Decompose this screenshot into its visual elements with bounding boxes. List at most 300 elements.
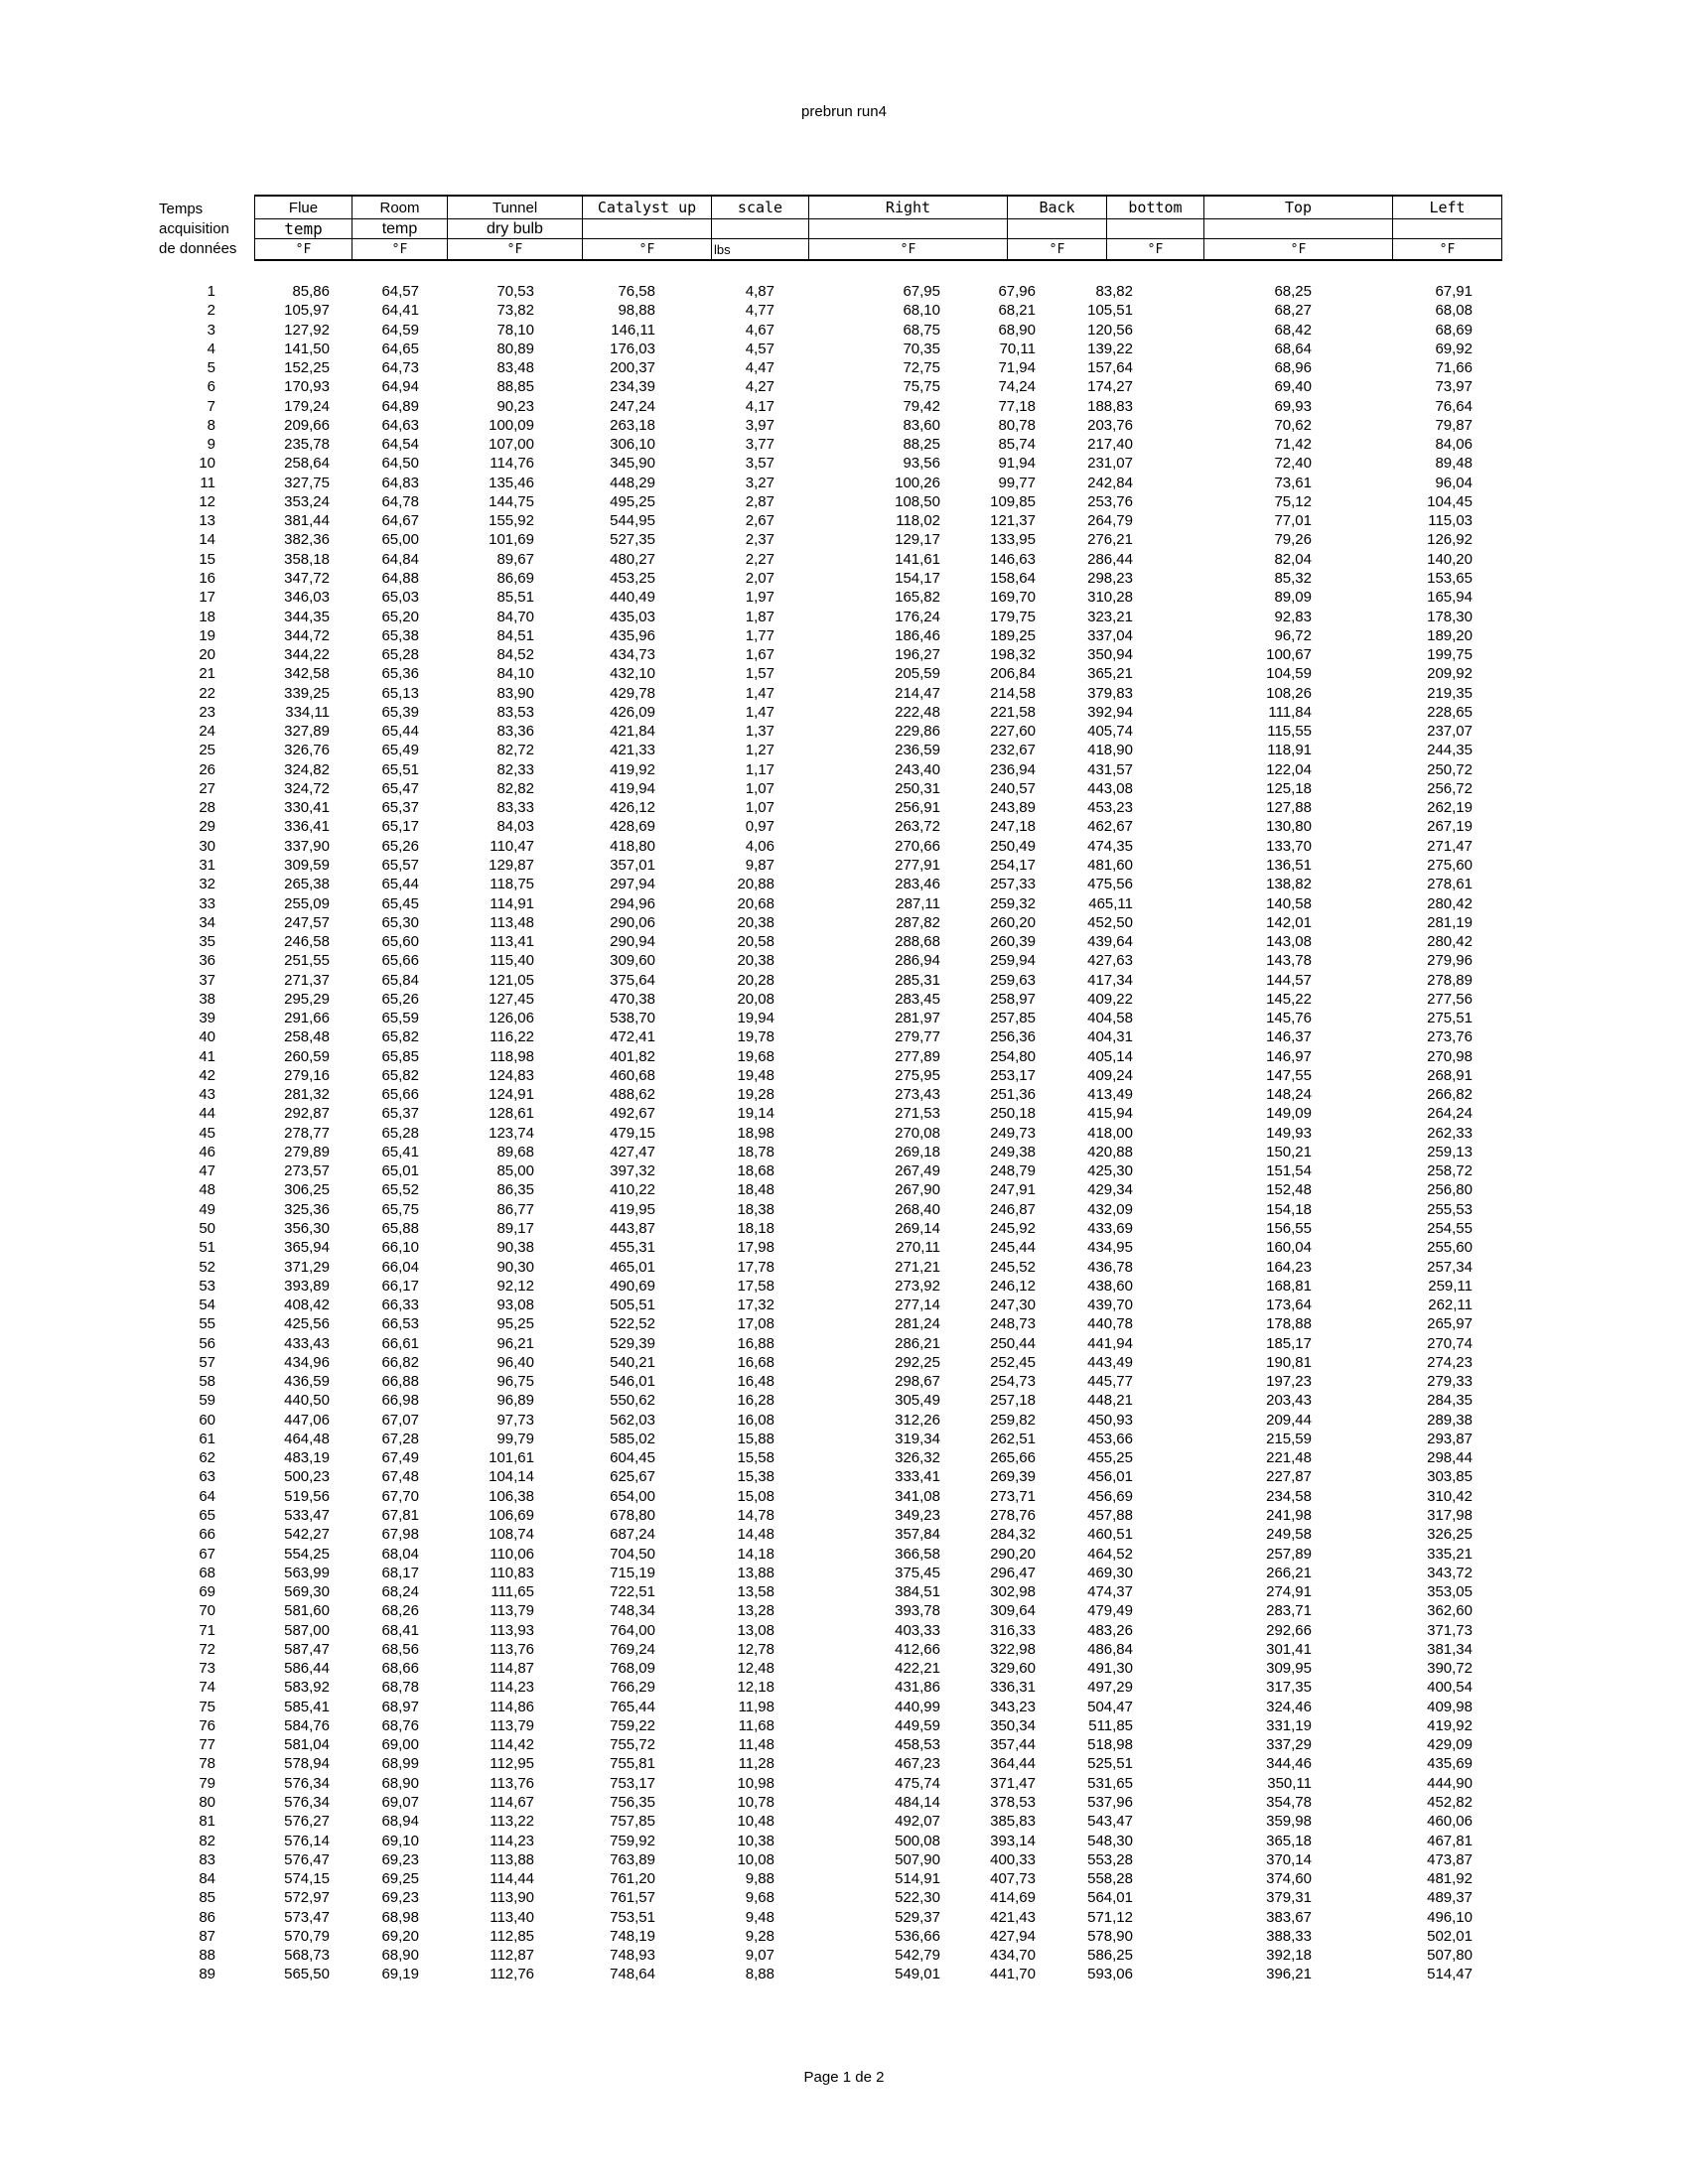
cell-index: 10	[199, 455, 215, 473]
cell-scale: 1,47	[745, 703, 774, 721]
cell-left: 189,20	[1427, 626, 1473, 644]
cell-index: 82	[199, 1832, 215, 1849]
cell-bottom: 455,25	[1087, 1449, 1133, 1467]
cell-right: 270,66	[895, 837, 940, 855]
cell-tunnel: 113,76	[490, 1774, 534, 1792]
cell-back: 246,12	[990, 1277, 1036, 1295]
table-row	[159, 301, 1549, 320]
cell-top: 156,55	[1266, 1220, 1312, 1238]
cell-top: 203,43	[1266, 1392, 1312, 1410]
cell-index: 47	[199, 1162, 215, 1180]
cell-bottom: 139,22	[1087, 340, 1133, 357]
cell-right: 72,75	[903, 359, 940, 377]
cell-left: 303,85	[1427, 1468, 1473, 1486]
cell-flue: 326,76	[284, 742, 330, 759]
cell-bottom: 231,07	[1087, 455, 1133, 473]
cell-flue: 246,58	[284, 933, 330, 951]
col-sub-room: temp	[352, 219, 448, 239]
cell-flue: 325,36	[284, 1200, 330, 1218]
cell-back: 70,11	[999, 340, 1036, 357]
cell-left: 289,38	[1427, 1411, 1473, 1429]
cell-scale: 9,07	[745, 1947, 774, 1965]
cell-scale: 10,98	[737, 1774, 774, 1792]
cell-room: 64,84	[381, 550, 419, 568]
cell-index: 62	[199, 1449, 215, 1467]
cell-index: 69	[199, 1583, 215, 1601]
cell-index: 72	[199, 1640, 215, 1658]
cell-flue: 344,35	[284, 608, 330, 625]
cell-tunnel: 113,48	[490, 913, 534, 931]
cell-right: 484,14	[895, 1793, 940, 1811]
cell-catalyst-up: 604,45	[610, 1449, 655, 1467]
cell-tunnel: 84,10	[496, 665, 534, 683]
cell-right: 229,86	[895, 723, 940, 741]
cell-bottom: 417,34	[1087, 971, 1133, 989]
cell-index: 12	[199, 492, 215, 510]
cell-back: 343,23	[990, 1698, 1036, 1715]
cell-scale: 10,08	[737, 1850, 774, 1868]
cell-room: 64,59	[381, 321, 419, 339]
cell-left: 502,01	[1427, 1927, 1473, 1945]
cell-catalyst-up: 290,94	[610, 933, 655, 951]
cell-right: 312,26	[895, 1411, 940, 1429]
cell-right: 243,40	[895, 760, 940, 778]
cell-tunnel: 84,52	[496, 646, 534, 664]
cell-index: 24	[199, 723, 215, 741]
cell-top: 143,08	[1266, 933, 1312, 951]
col-unit-right: °F	[809, 239, 1008, 261]
cell-back: 257,18	[990, 1392, 1036, 1410]
cell-right: 108,50	[895, 492, 940, 510]
cell-tunnel: 124,91	[489, 1086, 534, 1104]
cell-bottom: 217,40	[1087, 436, 1133, 454]
cell-index: 42	[199, 1066, 215, 1084]
cell-scale: 18,98	[737, 1124, 774, 1142]
cell-bottom: 429,34	[1087, 1181, 1133, 1199]
cell-scale: 4,17	[745, 397, 774, 415]
cell-left: 298,44	[1427, 1449, 1473, 1467]
cell-back: 74,24	[998, 378, 1036, 396]
cell-flue: 578,94	[284, 1755, 330, 1773]
cell-back: 427,94	[990, 1927, 1036, 1945]
cell-back: 316,33	[990, 1621, 1036, 1639]
cell-room: 67,28	[381, 1430, 419, 1447]
cell-catalyst-up: 766,29	[610, 1679, 655, 1697]
cell-scale: 18,18	[737, 1220, 774, 1238]
cell-bottom: 404,31	[1087, 1028, 1133, 1046]
cell-scale: 3,57	[745, 455, 774, 473]
cell-tunnel: 127,45	[489, 990, 534, 1008]
cell-back: 322,98	[990, 1640, 1036, 1658]
cell-left: 280,42	[1427, 933, 1473, 951]
cell-right: 366,58	[895, 1545, 940, 1563]
cell-right: 292,25	[895, 1353, 940, 1371]
cell-bottom: 474,35	[1087, 837, 1133, 855]
cell-tunnel: 114,91	[490, 894, 534, 912]
cell-left: 310,42	[1427, 1487, 1473, 1505]
col-sub-left	[1393, 219, 1502, 239]
col-unit-scale: lbs	[712, 239, 809, 261]
cell-scale: 13,88	[737, 1564, 774, 1581]
cell-room: 65,41	[381, 1143, 419, 1160]
cell-back: 259,63	[990, 971, 1036, 989]
cell-flue: 127,92	[284, 321, 330, 339]
cell-top: 209,44	[1266, 1411, 1312, 1429]
cell-room: 64,78	[381, 492, 419, 510]
cell-top: 73,61	[1274, 474, 1312, 491]
cell-flue: 247,57	[284, 913, 330, 931]
cell-top: 190,81	[1266, 1353, 1312, 1371]
cell-room: 69,10	[381, 1832, 419, 1849]
cell-tunnel: 113,90	[490, 1889, 534, 1907]
table-row	[159, 454, 1549, 473]
cell-left: 262,11	[1428, 1297, 1473, 1314]
table-row	[159, 1793, 1549, 1812]
cell-right: 70,35	[903, 340, 940, 357]
cell-flue: 356,30	[284, 1220, 330, 1238]
cell-flue: 271,37	[284, 971, 330, 989]
cell-flue: 464,48	[284, 1430, 330, 1447]
cell-bottom: 337,04	[1087, 626, 1133, 644]
table-row	[159, 1812, 1549, 1831]
cell-right: 341,08	[895, 1487, 940, 1505]
cell-flue: 581,60	[284, 1602, 330, 1620]
table-row	[159, 1200, 1549, 1219]
cell-bottom: 409,24	[1087, 1066, 1133, 1084]
cell-room: 66,98	[381, 1392, 419, 1410]
cell-back: 284,32	[990, 1526, 1036, 1544]
cell-top: 317,35	[1266, 1679, 1312, 1697]
cell-catalyst-up: 440,49	[610, 589, 655, 607]
cell-bottom: 405,14	[1087, 1047, 1133, 1065]
cell-bottom: 450,93	[1087, 1411, 1133, 1429]
cell-tunnel: 114,42	[490, 1736, 534, 1754]
cell-left: 279,33	[1427, 1373, 1473, 1391]
cell-flue: 570,79	[284, 1927, 330, 1945]
cell-top: 359,98	[1266, 1813, 1312, 1831]
cell-top: 241,98	[1266, 1507, 1312, 1524]
cell-scale: 19,68	[737, 1047, 774, 1065]
col-sub-tunnel: dry bulb	[448, 219, 583, 239]
cell-left: 277,56	[1427, 990, 1473, 1008]
cell-tunnel: 100,09	[489, 416, 534, 434]
table-row	[159, 1219, 1549, 1238]
cell-left: 258,72	[1427, 1162, 1473, 1180]
cell-flue: 554,25	[284, 1545, 330, 1563]
cell-left: 335,21	[1427, 1545, 1473, 1563]
cell-top: 331,19	[1266, 1716, 1312, 1734]
cell-flue: 483,19	[284, 1449, 330, 1467]
cell-bottom: 440,78	[1087, 1315, 1133, 1333]
cell-room: 65,28	[381, 1124, 419, 1142]
cell-room: 65,37	[381, 799, 419, 817]
cell-index: 66	[199, 1526, 215, 1544]
cell-top: 215,59	[1266, 1430, 1312, 1447]
cell-tunnel: 84,51	[496, 626, 534, 644]
cell-right: 522,30	[895, 1889, 940, 1907]
cell-room: 66,61	[381, 1334, 419, 1352]
cell-top: 150,21	[1266, 1143, 1312, 1160]
cell-left: 489,37	[1427, 1889, 1473, 1907]
cell-scale: 20,38	[737, 913, 774, 931]
cell-bottom: 553,28	[1087, 1850, 1133, 1868]
cell-tunnel: 114,76	[490, 455, 534, 473]
cell-scale: 17,08	[737, 1315, 774, 1333]
cell-catalyst-up: 759,22	[610, 1716, 655, 1734]
cell-index: 25	[199, 742, 215, 759]
cell-bottom: 462,67	[1087, 818, 1133, 836]
cell-bottom: 511,85	[1088, 1716, 1133, 1734]
cell-right: 93,56	[903, 455, 940, 473]
cell-scale: 18,78	[737, 1143, 774, 1160]
cell-room: 64,83	[381, 474, 419, 491]
cell-tunnel: 126,06	[489, 1010, 534, 1027]
cell-flue: 576,47	[284, 1850, 330, 1868]
cell-right: 273,92	[895, 1277, 940, 1295]
cell-index: 84	[199, 1870, 215, 1888]
cell-flue: 334,11	[285, 703, 330, 721]
cell-room: 65,03	[381, 589, 419, 607]
cell-scale: 2,67	[745, 512, 774, 530]
cell-scale: 10,48	[737, 1813, 774, 1831]
cell-room: 68,56	[381, 1640, 419, 1658]
cell-index: 74	[199, 1679, 215, 1697]
cell-room: 68,90	[381, 1947, 419, 1965]
cell-tunnel: 106,69	[489, 1507, 534, 1524]
cell-bottom: 548,30	[1087, 1832, 1133, 1849]
cell-back: 249,38	[990, 1143, 1036, 1160]
cell-top: 168,81	[1266, 1277, 1312, 1295]
cell-catalyst-up: 434,73	[610, 646, 655, 664]
cell-top: 396,21	[1266, 1966, 1312, 1983]
table-row	[159, 1754, 1549, 1773]
cell-index: 33	[199, 894, 215, 912]
cell-catalyst-up: 418,80	[610, 837, 655, 855]
cell-index: 65	[199, 1507, 215, 1524]
cell-index: 70	[199, 1602, 215, 1620]
cell-tunnel: 96,75	[496, 1373, 534, 1391]
cell-back: 421,43	[990, 1908, 1036, 1926]
cell-flue: 179,24	[284, 397, 330, 415]
cell-bottom: 564,01	[1087, 1889, 1133, 1907]
cell-bottom: 439,64	[1087, 933, 1133, 951]
cell-scale: 16,68	[737, 1353, 774, 1371]
cell-tunnel: 85,51	[496, 589, 534, 607]
cell-index: 76	[199, 1716, 215, 1734]
cell-bottom: 420,88	[1087, 1143, 1133, 1160]
cell-flue: 576,14	[284, 1832, 330, 1849]
cell-room: 65,26	[381, 990, 419, 1008]
cell-room: 64,41	[381, 302, 419, 320]
cell-bottom: 157,64	[1087, 359, 1133, 377]
cell-right: 236,59	[895, 742, 940, 759]
cell-top: 100,67	[1266, 646, 1312, 664]
cell-top: 145,76	[1266, 1010, 1312, 1027]
cell-room: 68,24	[381, 1583, 419, 1601]
cell-back: 253,17	[990, 1066, 1036, 1084]
cell-catalyst-up: 748,34	[610, 1602, 655, 1620]
col-unit-room: °F	[352, 239, 448, 261]
cell-room: 64,94	[381, 378, 419, 396]
cell-flue: 576,34	[284, 1793, 330, 1811]
cell-back: 257,33	[990, 876, 1036, 893]
cell-bottom: 483,26	[1087, 1621, 1133, 1639]
table-row	[159, 1774, 1549, 1793]
table-row	[159, 1869, 1549, 1888]
table-row	[159, 1353, 1549, 1372]
cell-scale: 9,48	[745, 1908, 774, 1926]
cell-room: 67,81	[381, 1507, 419, 1524]
cell-scale: 4,77	[745, 302, 774, 320]
cell-bottom: 264,79	[1087, 512, 1133, 530]
cell-left: 250,72	[1427, 760, 1473, 778]
cell-flue: 447,06	[284, 1411, 330, 1429]
cell-right: 154,17	[895, 569, 940, 587]
cell-left: 266,82	[1427, 1086, 1473, 1104]
cell-right: 475,74	[895, 1774, 940, 1792]
cell-room: 65,01	[381, 1162, 419, 1180]
cell-index: 88	[199, 1947, 215, 1965]
cell-catalyst-up: 98,88	[618, 302, 655, 320]
cell-room: 69,25	[381, 1870, 419, 1888]
col-sub-back	[1008, 219, 1107, 239]
cell-room: 69,23	[381, 1850, 419, 1868]
cell-bottom: 433,69	[1087, 1220, 1133, 1238]
cell-catalyst-up: 704,50	[610, 1545, 655, 1563]
cell-back: 385,83	[990, 1813, 1036, 1831]
cell-tunnel: 97,73	[496, 1411, 534, 1429]
col-header-bottom: bottom	[1107, 196, 1204, 219]
cell-top: 354,78	[1266, 1793, 1312, 1811]
cell-left: 265,97	[1427, 1315, 1473, 1333]
cell-index: 50	[199, 1220, 215, 1238]
cell-left: 326,25	[1427, 1526, 1473, 1544]
cell-left: 69,92	[1435, 340, 1473, 357]
cell-tunnel: 112,87	[490, 1947, 534, 1965]
table-row	[159, 1927, 1549, 1946]
cell-tunnel: 114,44	[490, 1870, 534, 1888]
table-row	[159, 1238, 1549, 1257]
cell-right: 319,34	[895, 1430, 940, 1447]
table-row	[159, 1506, 1549, 1525]
cell-bottom: 543,47	[1087, 1813, 1133, 1831]
cell-flue: 440,50	[284, 1392, 330, 1410]
cell-left: 280,42	[1427, 894, 1473, 912]
cell-room: 68,04	[381, 1545, 419, 1563]
cell-tunnel: 82,33	[496, 760, 534, 778]
cell-left: 89,48	[1435, 455, 1473, 473]
cell-index: 22	[199, 684, 215, 702]
cell-right: 281,97	[895, 1010, 940, 1027]
cell-scale: 4,87	[745, 283, 774, 300]
cell-back: 71,94	[998, 359, 1036, 377]
cell-back: 121,37	[990, 512, 1036, 530]
cell-right: 141,61	[895, 550, 940, 568]
cell-tunnel: 104,14	[489, 1468, 534, 1486]
cell-back: 329,60	[990, 1660, 1036, 1678]
cell-scale: 13,08	[737, 1621, 774, 1639]
cell-tunnel: 118,75	[490, 876, 534, 893]
cell-left: 281,19	[1427, 913, 1473, 931]
cell-room: 68,26	[381, 1602, 419, 1620]
cell-left: 209,92	[1427, 665, 1473, 683]
cell-catalyst-up: 529,39	[610, 1334, 655, 1352]
cell-index: 60	[199, 1411, 215, 1429]
cell-tunnel: 116,22	[490, 1028, 534, 1046]
cell-index: 21	[199, 665, 215, 683]
cell-left: 409,98	[1427, 1698, 1473, 1715]
cell-back: 278,76	[990, 1507, 1036, 1524]
cell-bottom: 531,65	[1087, 1774, 1133, 1792]
cell-catalyst-up: 419,95	[610, 1200, 655, 1218]
cell-left: 228,65	[1427, 703, 1473, 721]
cell-scale: 3,27	[745, 474, 774, 491]
cell-scale: 15,38	[737, 1468, 774, 1486]
cell-back: 251,36	[990, 1086, 1036, 1104]
cell-left: 256,72	[1427, 779, 1473, 797]
table-row	[159, 282, 1549, 301]
cell-tunnel: 110,47	[490, 837, 534, 855]
table-row	[159, 951, 1549, 970]
table-row	[159, 1277, 1549, 1296]
cell-top: 379,31	[1266, 1889, 1312, 1907]
cell-room: 65,59	[381, 1010, 419, 1027]
cell-index: 17	[199, 589, 215, 607]
cell-scale: 1,07	[745, 779, 774, 797]
cell-index: 48	[199, 1181, 215, 1199]
table-row	[159, 1621, 1549, 1640]
cell-flue: 306,25	[284, 1181, 330, 1199]
table-row	[159, 474, 1549, 492]
cell-scale: 1,57	[745, 665, 774, 683]
cell-room: 67,98	[381, 1526, 419, 1544]
cell-right: 100,26	[895, 474, 940, 491]
cell-scale: 19,78	[737, 1028, 774, 1046]
cell-room: 69,07	[381, 1793, 419, 1811]
cell-top: 70,62	[1274, 416, 1312, 434]
cell-room: 66,82	[381, 1353, 419, 1371]
cell-bottom: 365,21	[1087, 665, 1133, 683]
cell-flue: 344,22	[284, 646, 330, 664]
cell-index: 41	[199, 1047, 215, 1065]
cell-left: 435,69	[1427, 1755, 1473, 1773]
cell-bottom: 445,77	[1087, 1373, 1133, 1391]
cell-flue: 346,03	[284, 589, 330, 607]
cell-tunnel: 86,69	[496, 569, 534, 587]
cell-index: 64	[199, 1487, 215, 1505]
cell-bottom: 404,58	[1087, 1010, 1133, 1027]
cell-flue: 587,00	[284, 1621, 330, 1639]
cell-tunnel: 108,74	[489, 1526, 534, 1544]
cell-top: 85,32	[1274, 569, 1312, 587]
cell-back: 247,91	[990, 1181, 1036, 1199]
cell-top: 283,71	[1266, 1602, 1312, 1620]
cell-top: 82,04	[1274, 550, 1312, 568]
cell-index: 1	[207, 283, 215, 300]
cell-index: 49	[199, 1200, 215, 1218]
cell-back: 260,20	[990, 913, 1036, 931]
cell-bottom: 443,08	[1087, 779, 1133, 797]
cell-top: 324,46	[1266, 1698, 1312, 1715]
cell-top: 197,23	[1266, 1373, 1312, 1391]
cell-bottom: 427,63	[1087, 952, 1133, 970]
table-row	[159, 703, 1549, 722]
table-row	[159, 817, 1549, 836]
cell-right: 375,45	[895, 1564, 940, 1581]
cell-bottom: 436,78	[1087, 1258, 1133, 1276]
cell-top: 185,17	[1266, 1334, 1312, 1352]
cell-left: 284,35	[1427, 1392, 1473, 1410]
